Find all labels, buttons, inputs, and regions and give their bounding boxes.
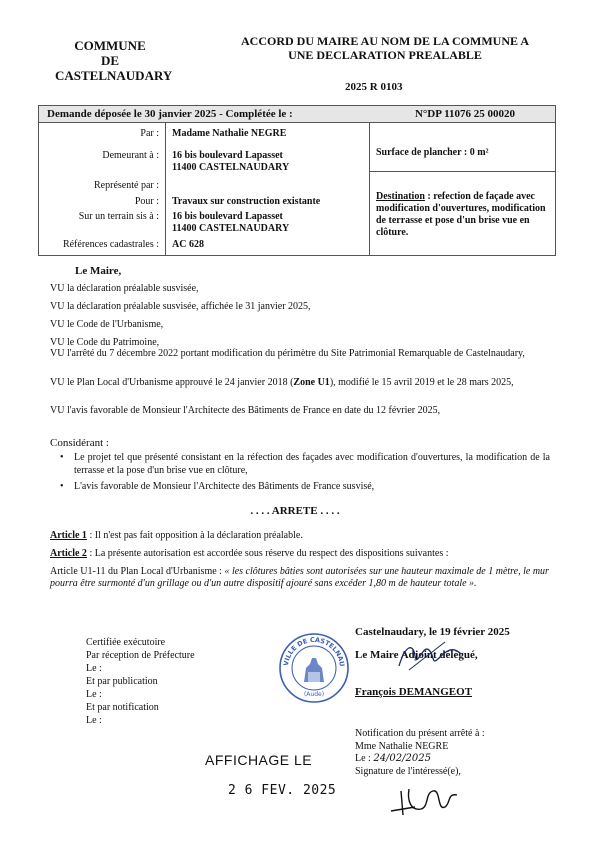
certification-block	[86, 636, 195, 727]
terrain-label: Sur un terrain sis à :	[78, 211, 159, 222]
svg-text:VILLE DE CASTELNAUDARY: VILLE DE CASTELNAU	[282, 635, 347, 667]
par-label: Par :	[140, 128, 159, 139]
destination	[376, 191, 552, 239]
article-1	[50, 530, 555, 543]
commune-line: DE	[100, 53, 120, 68]
plu-after: ), modifié le 15 avril 2019 et le 28 mars 2025,	[329, 377, 514, 388]
place-date: Castelnaudary, le 19 février 2025	[355, 626, 510, 638]
cadastre-label: Références cadastrales :	[62, 239, 159, 250]
vu-line: VU le Code du Patrimoine,	[50, 337, 160, 348]
recipient-signature	[385, 781, 465, 826]
signature-icon	[395, 636, 465, 676]
svg-text:(Aude): (Aude)	[303, 691, 325, 698]
seal-icon	[278, 632, 350, 704]
considerant-text: Le projet tel que présenté consistant en la réfection des façades avec modification d'ouvertures, la modification de la terrasse et la pose d'un brise vue en clôture,	[74, 452, 550, 476]
considerant: Considérant :	[50, 437, 109, 449]
plu-quote: « les clôtures bâties sont autorisées sur une hauteur maximale de 1 mètre, le mur pourra être surmonté d'un grillage ou d'un autre dispositif ajouré sans excéder 1,80 m de hauteur totale ».	[50, 566, 549, 589]
article1-label: Article 1	[50, 530, 87, 541]
vu-line: VU la déclaration préalable susvisée,	[50, 283, 199, 294]
par-value: Madame Nathalie NEGRE	[172, 128, 287, 139]
plu-zone: Zone U1	[293, 377, 330, 388]
vu-line: VU la déclaration préalable susvisée, affichée le 31 janvier 2025,	[50, 301, 311, 312]
mayor-signature	[395, 636, 465, 681]
demeurant-line1: 16 bis boulevard Lapasset	[172, 150, 283, 161]
article2-label: Article 2	[50, 548, 87, 559]
demeurant-line2: 11400 CASTELNAUDARY	[172, 162, 290, 173]
demande-date: Demande déposée le 30 janvier 2025 - Complétée le :	[47, 108, 293, 120]
town-seal-stamp	[278, 632, 350, 709]
bullet-symbol: •	[60, 481, 64, 492]
considerant-item	[60, 481, 550, 494]
title-line: ACCORD DU MAIRE AU NOM DE LA COMMUNE A	[241, 34, 529, 48]
maire-adjoint: Le Maire Adjoint délégué,	[355, 649, 478, 661]
cert-line: Et par publication	[86, 676, 158, 687]
surface-plancher: Surface de plancher : 0 m²	[376, 147, 489, 158]
represente-label: Représenté par :	[94, 180, 159, 191]
cert-line: Et par notification	[86, 702, 159, 713]
notif-line: Notification du présent arrêté à :	[355, 728, 485, 739]
document-title	[215, 34, 555, 62]
handwritten-date: 24/02/2025	[373, 753, 431, 764]
vu-line: VU le Code de l'Urbanisme,	[50, 319, 164, 330]
destination-label: Destination	[376, 191, 425, 202]
considerant-text: L'avis favorable de Monsieur l'Architecte des Bâtiments de France susvisé,	[74, 481, 375, 492]
notif-le: Le :	[355, 753, 371, 764]
commune-line: COMMUNE	[74, 38, 146, 53]
article1-text: : Il n'est pas fait opposition à la déclaration préalable.	[86, 530, 303, 541]
column-divider	[165, 123, 166, 255]
pour-value: Travaux sur construction existante	[172, 196, 321, 207]
vu-line-plu	[50, 377, 555, 390]
vu-line: VU l'arrêté du 7 décembre 2022 portant modification du périmètre du Site Patrimonial Remarquable de Castelnaudary,	[50, 348, 525, 359]
terrain-line1: 16 bis boulevard Lapasset	[172, 211, 283, 222]
cadastre-value: AC 628	[172, 239, 204, 250]
bullet-symbol: •	[60, 452, 64, 463]
reference-number: 2025 R 0103	[345, 81, 403, 93]
column-divider	[369, 123, 370, 255]
pour-label: Pour :	[134, 196, 159, 207]
destination-text: : refection de façade avec modification d'ouvertures, modification de terrasse et pose d'un brise vue en clôture.	[376, 191, 546, 238]
plu-article	[50, 566, 555, 590]
notif-line: Mme Nathalie NEGRE	[355, 740, 449, 752]
terrain-line2: 11400 CASTELNAUDARY	[172, 223, 290, 234]
notif-date-line	[355, 753, 485, 766]
commune-line: CASTELNAUDARY	[55, 68, 173, 83]
affichage-date: 2 6 FEV. 2025	[228, 783, 337, 798]
cert-line: Par réception de Préfecture	[86, 650, 195, 661]
dp-number: N°DP 11076 25 00020	[414, 108, 515, 120]
arrete-heading: . . . . ARRETE . . . .	[250, 505, 340, 517]
demande-bar	[38, 105, 556, 123]
article-2	[50, 548, 555, 561]
signer-name: François DEMANGEOT	[355, 686, 473, 698]
commune-header	[55, 38, 173, 83]
article2-text: : La présente autorisation est accordée sous réserve du respect des dispositions suivantes :	[86, 548, 449, 559]
title-line: UNE DECLARATION PREALABLE	[288, 48, 482, 62]
plu-prefix: Article U1-11 du Plan Local d'Urbanisme :	[50, 566, 225, 577]
vu-line: VU l'avis favorable de Monsieur l'Architecte des Bâtiments de France en date du 12 février 2025,	[50, 405, 441, 416]
cert-line: Le :	[86, 663, 102, 674]
cert-line: Certifiée exécutoire	[86, 637, 166, 648]
notification-block	[355, 728, 485, 778]
cert-line: Le :	[86, 689, 102, 700]
considerant-item	[60, 452, 550, 478]
le-maire: Le Maire,	[75, 265, 122, 277]
signature-icon	[385, 781, 465, 821]
affichage-stamp: AFFICHAGE LE	[205, 752, 313, 768]
row-divider	[369, 171, 555, 172]
plu-before: VU le Plan Local d'Urbanisme approuvé le 24 janvier 2018 (	[50, 377, 294, 388]
notif-line: Signature de l'intéressé(e),	[355, 765, 461, 777]
demeurant-label: Demeurant à :	[102, 150, 159, 161]
cert-line: Le :	[86, 715, 102, 726]
request-details-table	[38, 123, 556, 256]
